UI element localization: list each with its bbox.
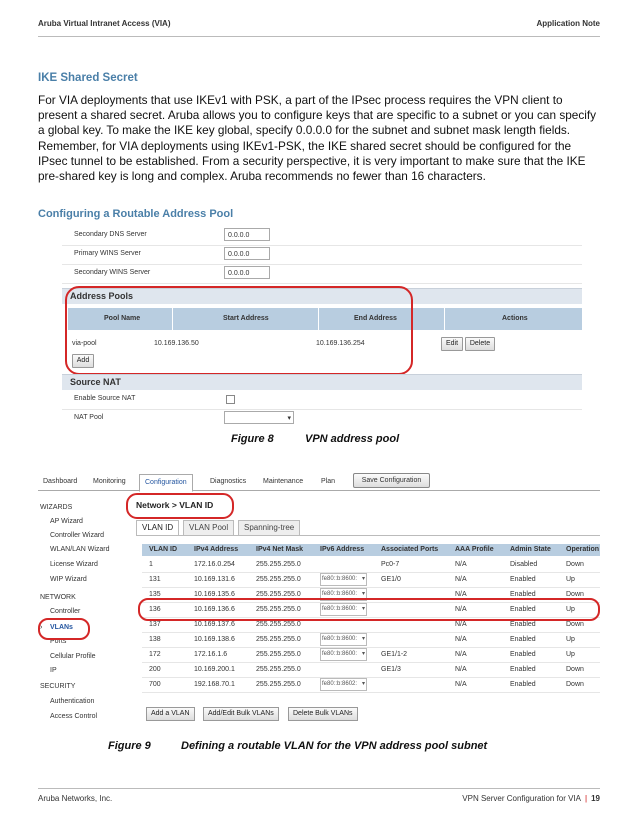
secondary-dns-input[interactable]: 0.0.0.0: [224, 228, 270, 241]
form-row: [62, 264, 582, 284]
figure-8-caption: [231, 433, 399, 445]
operation-cell: Up: [566, 576, 575, 583]
admin-state-cell: Disabled: [510, 561, 538, 568]
address-pools-title: Address Pools: [70, 291, 134, 301]
nav-heading-wizards: WIZARDS: [40, 504, 73, 511]
add-vlan-button[interactable]: Add a VLAN: [146, 707, 195, 721]
operation-cell: Up: [566, 651, 575, 658]
footer-separator: |: [585, 794, 588, 803]
vlan-id-cell: 131: [149, 576, 161, 583]
ipv6-select[interactable]: fe80::b:8600: ▾: [320, 588, 367, 601]
sidebar-item-controller-wizard[interactable]: Controller Wizard: [50, 532, 105, 539]
tab-spanning-tree[interactable]: Spanning-tree: [238, 520, 300, 536]
dropdown-arrow-icon: ▾: [361, 576, 365, 582]
vlan-id-cell: 135: [149, 591, 161, 598]
netmask-cell: 255.255.255.0: [256, 576, 301, 583]
ipv4-cell: 192.168.70.1: [194, 681, 235, 688]
dropdown-arrow-icon: ▾: [361, 606, 365, 612]
dropdown-arrow-icon: ▾: [361, 636, 365, 642]
figure-caption-text: VPN address pool: [305, 433, 400, 445]
ipv6-select[interactable]: fe80::b:8600: ▾: [320, 573, 367, 586]
section-title-pool: Configuring a Routable Address Pool: [38, 208, 234, 220]
figure-9-screenshot: [38, 470, 600, 728]
form-row: [62, 390, 582, 410]
sidebar-item-authentication[interactable]: Authentication: [50, 698, 95, 705]
tab-configuration[interactable]: Configuration: [139, 474, 193, 492]
operation-cell: Down: [566, 591, 584, 598]
aaa-cell: N/A: [455, 606, 467, 613]
ports-cell: Pc0-7: [381, 561, 400, 568]
netmask-cell: 255.255.255.0: [256, 606, 301, 613]
col-operation: Operation: [566, 546, 600, 553]
table-row[interactable]: [142, 632, 600, 648]
tab-plan[interactable]: Plan: [321, 478, 336, 485]
sidebar-item-wip-wizard[interactable]: WIP Wizard: [50, 576, 87, 583]
col-ipv6-address: IPv6 Address: [320, 546, 365, 553]
operation-cell: Down: [566, 561, 584, 568]
admin-state-cell: Enabled: [510, 591, 536, 598]
ipv4-cell: 172.16.0.254: [194, 561, 235, 568]
admin-state-cell: Enabled: [510, 666, 536, 673]
netmask-cell: 255.255.255.0: [256, 681, 301, 688]
ipv4-cell: 10.169.137.6: [194, 621, 235, 628]
section-body-ike: For VIA deployments that use IKEv1 with PSK, a part of the IPsec process requires the VPN client to present a shared secret. Aruba allows you to configure keys that are specific to a subnet or you can specify a global key. To make the IKE key global, specify 0.0.0.0 for the subnet and subnet mask length fields. Remember, for VIA deployments using IKEv1-PSK, the IKE shared secret should be configured for the IPsec tunnel to be established. From a security perspective, it is very important to make sure that the IKE pre-shared key is long and complex. Aruba recommends no fewer than 16 characters.: [38, 93, 597, 184]
section-title-ike: IKE Shared Secret: [38, 72, 138, 84]
col-ipv4-net-mask: IPv4 Net Mask: [256, 546, 304, 553]
col-end-address: End Address: [354, 315, 397, 322]
col-associated-ports: Associated Ports: [381, 546, 439, 553]
ipv4-cell: 10.169.131.6: [194, 576, 235, 583]
aaa-cell: N/A: [455, 621, 467, 628]
ipv4-cell: 10.169.138.6: [194, 636, 235, 643]
vlan-table-header: [142, 544, 600, 556]
add-pool-button[interactable]: Add: [72, 354, 94, 368]
sidebar-item-license-wizard[interactable]: License Wizard: [50, 561, 98, 568]
vlan-id-cell: 136: [149, 606, 161, 613]
aaa-cell: N/A: [455, 591, 467, 598]
admin-state-cell: Enabled: [510, 606, 536, 613]
form-row: [62, 409, 582, 428]
footer-company: Aruba Networks, Inc.: [38, 794, 113, 803]
tab-maintenance[interactable]: Maintenance: [263, 478, 304, 485]
ipv4-cell: 10.169.135.6: [194, 591, 235, 598]
highlight-circle: [38, 618, 90, 640]
operation-cell: Down: [566, 681, 584, 688]
netmask-cell: 255.255.255.0: [256, 666, 301, 673]
vlan-id-cell: 172: [149, 651, 161, 658]
source-nat-band: [62, 374, 582, 390]
delete-button[interactable]: Delete: [465, 337, 495, 351]
vlan-id-cell: 138: [149, 636, 161, 643]
table-row[interactable]: [142, 572, 600, 588]
figure-8-screenshot: [62, 226, 582, 428]
tab-vlan-pool[interactable]: VLAN Pool: [183, 520, 234, 536]
col-actions: Actions: [502, 315, 528, 322]
tab-diagnostics[interactable]: Diagnostics: [210, 478, 247, 485]
secondary-wins-input[interactable]: 0.0.0.0: [224, 266, 270, 279]
tab-dashboard[interactable]: Dashboard: [43, 478, 78, 485]
highlight-circle: [126, 493, 234, 519]
figure-number: Figure 8: [231, 433, 274, 445]
col-vlan-id: VLAN ID: [149, 546, 177, 553]
page-header-right: Application Note: [536, 19, 600, 28]
figure-caption-text: Defining a routable VLAN for the VPN address pool subnet: [181, 740, 488, 752]
col-pool-name: Pool Name: [104, 315, 141, 322]
col-ipv4-address: IPv4 Address: [194, 546, 239, 553]
operation-cell: Down: [566, 666, 584, 673]
nav-heading-network: NETWORK: [40, 594, 76, 601]
field-label: Secondary WINS Server: [74, 269, 151, 276]
netmask-cell: 255.255.255.0: [256, 651, 301, 658]
ipv4-cell: 10.169.136.6: [194, 606, 235, 613]
ports-cell: GE1/1-2: [381, 651, 408, 658]
field-label: NAT Pool: [74, 414, 104, 421]
page-header-left: Aruba Virtual Intranet Access (VIA): [38, 19, 171, 28]
field-label: Enable Source NAT: [74, 395, 136, 402]
header-divider: [38, 36, 600, 37]
form-row: [62, 226, 582, 246]
start-address-cell: 10.169.136.50: [154, 340, 199, 347]
vlan-id-cell: 200: [149, 666, 161, 673]
sidebar-item-cellular-profile[interactable]: Cellular Profile: [50, 653, 96, 660]
nat-pool-select[interactable]: [224, 411, 294, 424]
aaa-cell: N/A: [455, 561, 467, 568]
ipv6-select[interactable]: fe80::b:8600: ▾: [320, 648, 367, 661]
tab-vlan-id[interactable]: VLAN ID: [136, 520, 179, 536]
vlan-id-cell: 1: [149, 561, 153, 568]
aaa-cell: N/A: [455, 651, 467, 658]
add-edit-bulk-vlans-button[interactable]: Add/Edit Bulk VLANs: [203, 707, 279, 721]
operation-cell: Up: [566, 636, 575, 643]
aaa-cell: N/A: [455, 666, 467, 673]
table-row[interactable]: [142, 647, 600, 663]
operation-cell: Up: [566, 606, 575, 613]
primary-wins-input[interactable]: 0.0.0.0: [224, 247, 270, 260]
ipv6-select[interactable]: fe80::b:8602: ▾: [320, 678, 367, 691]
col-aaa-profile: AAA Profile: [455, 546, 494, 553]
field-label: Secondary DNS Server: [74, 231, 147, 238]
footer-section-title: VPN Server Configuration for VIA: [462, 794, 582, 803]
subtab-divider: [136, 535, 600, 536]
footer-section: [462, 794, 600, 803]
table-row[interactable]: [142, 557, 600, 573]
form-row: [62, 245, 582, 265]
sidebar-item-controller[interactable]: Controller: [50, 608, 81, 615]
col-start-address: Start Address: [223, 315, 269, 322]
table-row[interactable]: [142, 617, 600, 633]
dropdown-arrow-icon: ▾: [361, 591, 365, 597]
sidebar-item-ip[interactable]: IP: [50, 667, 57, 674]
vlan-id-cell: 700: [149, 681, 161, 688]
tab-monitoring[interactable]: Monitoring: [93, 478, 126, 485]
sidebar-item-ap-wizard[interactable]: AP Wizard: [50, 518, 83, 525]
end-address-cell: 10.169.136.254: [316, 340, 365, 347]
field-label: Primary WINS Server: [74, 250, 141, 257]
breadcrumb: Network > VLAN ID: [136, 500, 214, 510]
ipv6-select[interactable]: fe80::b:8600: ▾: [320, 603, 367, 616]
admin-state-cell: Enabled: [510, 651, 536, 658]
ports-cell: GE1/0: [381, 576, 401, 583]
sidebar-item-ports[interactable]: Ports: [50, 638, 67, 645]
ipv4-cell: 172.16.1.6: [194, 651, 228, 658]
selected-arrow-icon: ›: [40, 624, 43, 631]
admin-state-cell: Enabled: [510, 621, 536, 628]
admin-state-cell: Enabled: [510, 636, 536, 643]
aaa-cell: N/A: [455, 576, 467, 583]
aaa-cell: N/A: [455, 681, 467, 688]
col-divider: [444, 308, 445, 330]
enable-source-nat-checkbox[interactable]: [226, 395, 235, 404]
dropdown-arrow-icon: ▾: [361, 681, 365, 687]
edit-button[interactable]: Edit: [441, 337, 463, 351]
delete-bulk-vlans-button[interactable]: Delete Bulk VLANs: [288, 707, 358, 721]
admin-state-cell: Enabled: [510, 576, 536, 583]
admin-state-cell: Enabled: [510, 681, 536, 688]
vlan-id-cell: 137: [149, 621, 161, 628]
page-number: 19: [591, 794, 600, 803]
dropdown-arrow-icon: ▾: [287, 415, 291, 422]
netmask-cell: 255.255.255.0: [256, 621, 301, 628]
figure-number: Figure 9: [108, 740, 151, 752]
table-row[interactable]: [142, 662, 600, 678]
footer-divider: [38, 788, 600, 789]
sidebar-item-vlans[interactable]: VLANs: [50, 624, 73, 631]
ipv4-cell: 10.169.200.1: [194, 666, 235, 673]
netmask-cell: 255.255.255.0: [256, 591, 301, 598]
netmask-cell: 255.255.255.0: [256, 561, 301, 568]
col-admin-state: Admin State: [510, 546, 551, 553]
sidebar-item-access-control[interactable]: Access Control: [50, 713, 98, 720]
dropdown-arrow-icon: ▾: [361, 651, 365, 657]
source-nat-title: Source NAT: [70, 377, 121, 387]
highlight-circle: [65, 286, 413, 375]
operation-cell: Down: [566, 621, 584, 628]
pool-name-cell: via-pool: [72, 340, 97, 347]
aaa-cell: N/A: [455, 636, 467, 643]
figure-9-caption: [108, 740, 487, 752]
table-row[interactable]: [142, 677, 600, 693]
top-tab-bar: [38, 470, 600, 491]
netmask-cell: 255.255.255.0: [256, 636, 301, 643]
nav-heading-security: SECURITY: [40, 683, 76, 690]
sidebar-item-wlan-wizard[interactable]: WLAN/LAN Wizard: [50, 546, 110, 553]
ports-cell: GE1/3: [381, 666, 401, 673]
ipv6-select[interactable]: fe80::b:8600: ▾: [320, 633, 367, 646]
save-configuration-button[interactable]: Save Configuration: [353, 473, 430, 488]
